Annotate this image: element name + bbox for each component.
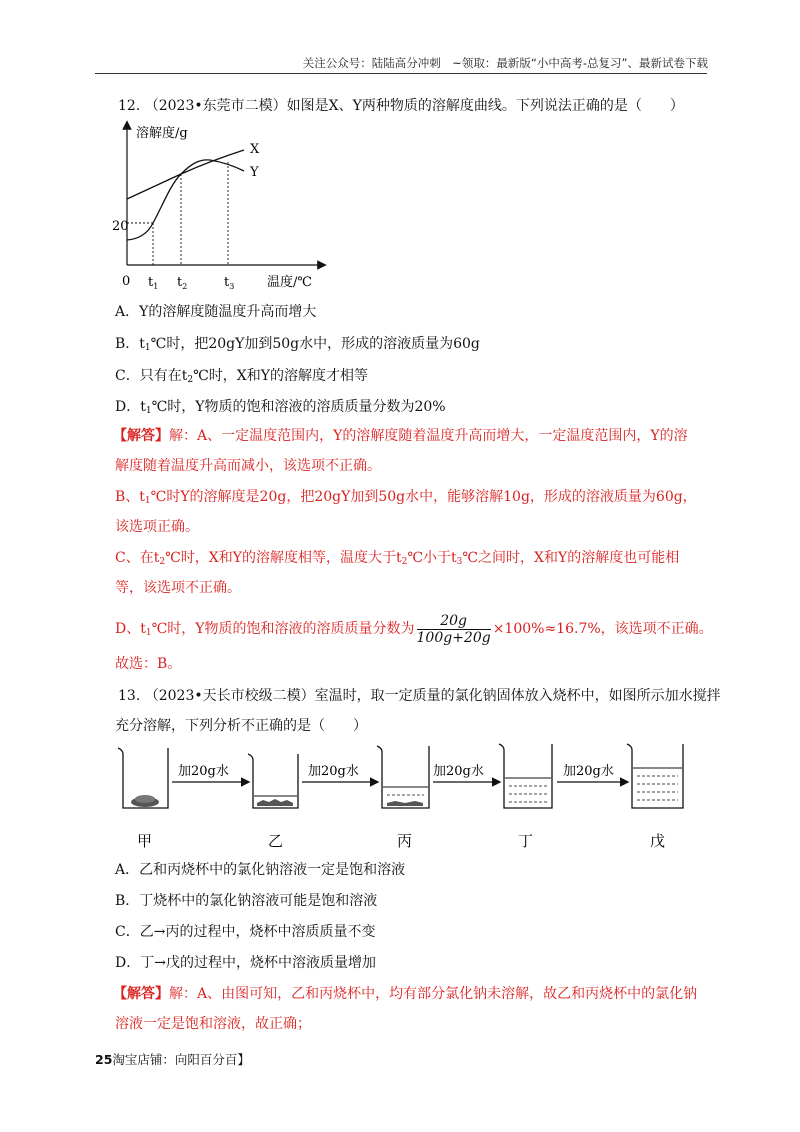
solubility-chart bbox=[110, 115, 340, 295]
beaker-yi bbox=[248, 754, 298, 808]
beaker-label-bing: 丙 bbox=[397, 832, 413, 850]
q12-option-c: C．只有在$t_2℃$时，X和Y的溶解度才相等 bbox=[115, 368, 368, 385]
header-rule bbox=[95, 73, 707, 74]
q13-option-d: D．丁→戊的过程中，烧杯中溶液质量增加 bbox=[115, 955, 376, 971]
arrow-4-label: 加20g水 bbox=[563, 764, 614, 779]
q12-option-b: B．$t_1℃$时，把20gY加到50g水中，形成的溶液质量为60g bbox=[115, 336, 480, 353]
y-axis-label: 溶解度/g bbox=[136, 126, 188, 141]
q13-answer-line2: 溶液一定是饱和溶液，故正确； bbox=[115, 1016, 311, 1032]
q12-answer-c-line1: C、在$t_2℃$时，X和Y的溶解度相等，温度大于$t_2℃$小于$t_3℃$之间时，X和Y的溶解度也可能相 bbox=[115, 550, 680, 567]
q12-option-a: A．Y的溶解度随温度升高而增大 bbox=[115, 304, 317, 320]
arrow-3-label: 加20g水 bbox=[433, 764, 484, 779]
beaker-wu bbox=[627, 744, 683, 808]
x-tick-t3: $t_3$ bbox=[224, 275, 235, 291]
footer bbox=[95, 1050, 250, 1068]
q12-source: （2023•东莞市二模） bbox=[144, 98, 287, 114]
q13-answer-tag: 【解答】 bbox=[113, 986, 169, 1002]
beaker-label-ding: 丁 bbox=[518, 832, 534, 850]
q12-answer-b-line2: 该选项正确。 bbox=[115, 519, 199, 535]
arrow-2-label: 加20g水 bbox=[308, 764, 359, 779]
beaker-jia bbox=[118, 748, 168, 808]
q13-option-c: C．乙→丙的过程中，烧杯中溶质质量不变 bbox=[115, 924, 376, 940]
page-number: 25 bbox=[95, 1052, 113, 1067]
series-y-label: Y bbox=[250, 165, 259, 180]
q12-number: 12. bbox=[118, 98, 141, 114]
q12-option-d: D．$t_1℃$时，Y物质的饱和溶液的溶质质量分数为20% bbox=[115, 399, 446, 416]
x-tick-t2: $t_2$ bbox=[177, 275, 188, 291]
x-axis-label: 温度/℃ bbox=[267, 275, 312, 290]
footer-shop: 淘宝店铺：向阳百分百】 bbox=[112, 1052, 250, 1067]
series-x-label: X bbox=[250, 142, 260, 157]
q12-answer-c-line2: 等，该选项不正确。 bbox=[115, 580, 241, 596]
q12-heading bbox=[118, 96, 684, 116]
y-tick-label: 20 bbox=[112, 219, 129, 234]
q13-answer-line1: 【解答】解：A、由图可知，乙和丙烧杯中，均有部分氯化钠未溶解，故乙和丙烧杯中的氯化钠 bbox=[113, 986, 698, 1002]
origin-label: 0 bbox=[122, 274, 131, 289]
arrow-1-label: 加20g水 bbox=[178, 764, 229, 779]
beaker-ding bbox=[499, 744, 552, 808]
series-x-curve bbox=[127, 150, 244, 199]
q13-option-a: A．乙和丙烧杯中的氯化钠溶液一定是饱和溶液 bbox=[115, 862, 406, 878]
q13-heading-line2: 充分溶解，下列分析不正确的是（ ） bbox=[115, 718, 367, 734]
beaker-label-yi: 乙 bbox=[268, 832, 284, 850]
q13-source: （2023•天长市校级二模） bbox=[144, 688, 315, 704]
fraction: $\frac{20g}{100g+20g}$ bbox=[416, 612, 491, 646]
beaker-diagram bbox=[115, 740, 705, 860]
q12-answer-a-line2: 解度随着温度升高而减小，该选项不正确。 bbox=[115, 458, 381, 474]
q13-number: 13. bbox=[118, 688, 141, 704]
q12-answer-b-line1: B、$t_1℃$时Y的溶解度是20g，把20gY加到50g水中，能够溶解10g，形成的溶液质量为60g， bbox=[115, 489, 697, 506]
beaker-label-jia: 甲 bbox=[137, 832, 153, 850]
q12-answer-final: 故选：B。 bbox=[115, 656, 182, 672]
q12-answer-a-line1: 【解答】解：A、一定温度范围内，Y的溶解度随着温度升高而增大，一定温度范围内，Y的溶 bbox=[113, 428, 688, 444]
q12-answer-tag: 【解答】 bbox=[113, 428, 169, 444]
header-text: 关注公众号：陆陆高分冲刺 ~领取：最新版“小中高考-总复习”、最新试卷下载 bbox=[302, 56, 708, 70]
q12-stem: 如图是X、Y两种物质的溶解度曲线。下列说法正确的是（ ） bbox=[286, 98, 684, 114]
q13-heading-line1: 13. （2023•天长市校级二模）室温时，取一定质量的氯化钠固体放入烧杯中，如图所示加水搅拌 bbox=[118, 688, 721, 704]
beaker-label-wu: 戊 bbox=[650, 832, 666, 850]
x-tick-t1: $t_1$ bbox=[148, 275, 159, 291]
q13-option-b: B．丁烧杯中的氯化钠溶液可能是饱和溶液 bbox=[115, 893, 378, 909]
q12-answer-d: D、$t_1℃$时，Y物质的饱和溶液的溶质质量分数为 $\frac{20g}{100g+20g}$ ×100%≈16.7%，该选项不正确。 bbox=[115, 612, 713, 646]
beaker-bing bbox=[377, 746, 429, 808]
